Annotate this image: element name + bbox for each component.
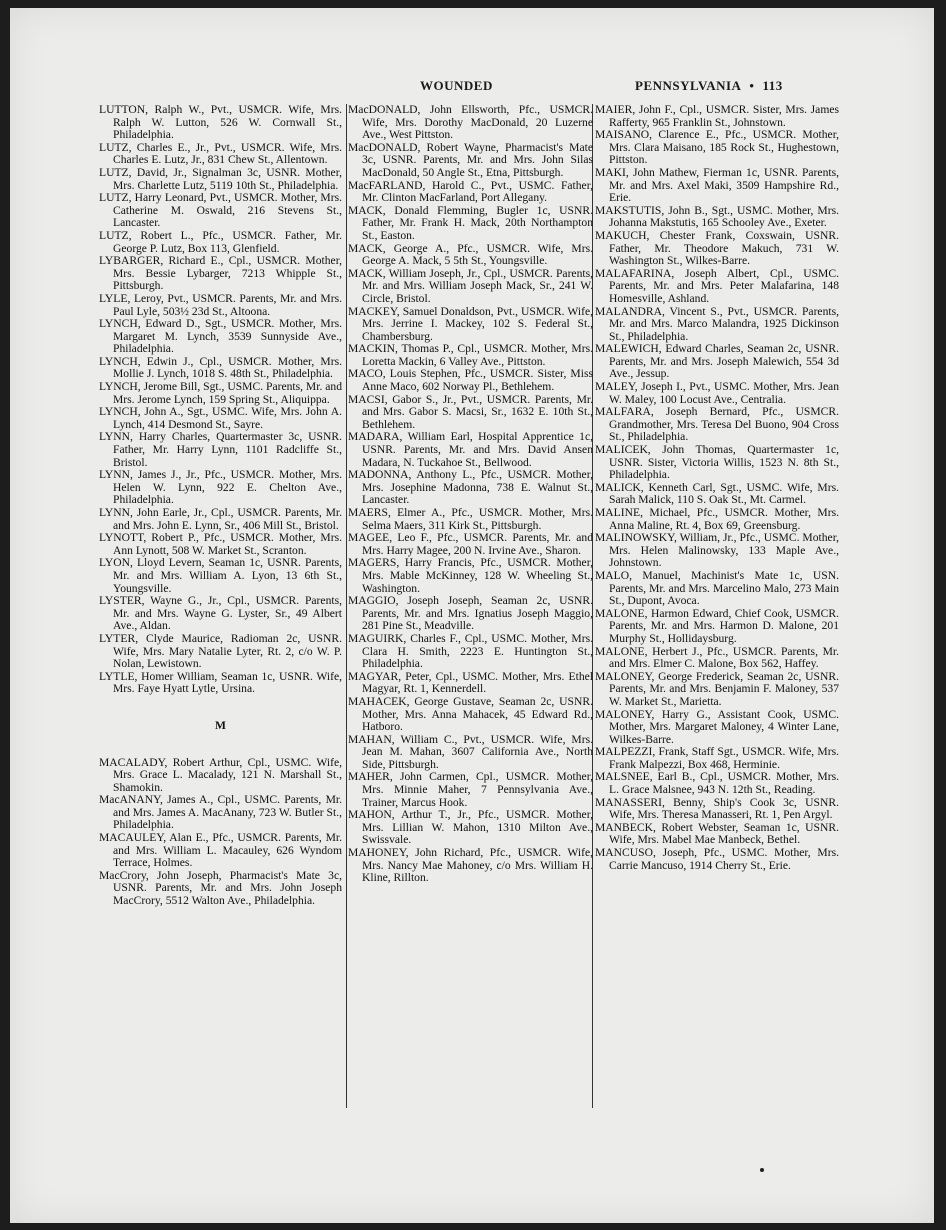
entry-list	[595, 104, 839, 872]
casualty-entry: MACAULEY, Alan E., Pfc., USMCR. Parents, Mr. and Mrs. William L. Macauley, 626 Wyndom Terrace, Holmes.	[99, 831, 342, 870]
casualty-entry: MACSI, Gabor S., Jr., Pvt., USMCR. Parents, Mr. and Mrs. Gabor S. Macsi, Sr., 1632 E. 10th St., Bethlehem.	[348, 392, 593, 431]
casualty-entry: MALICEK, John Thomas, Quartermaster 1c, USNR. Sister, Victoria Willis, 1523 N. 8th St., Philadelphia.	[595, 443, 839, 482]
casualty-entry: MacCrory, John Joseph, Pharmacist's Mate 3c, USNR. Parents, Mr. and Mrs. John Joseph MacCrory, 5512 Walton Ave., Philadelphia.	[99, 868, 342, 908]
casualty-entry: MALSNEE, Earl B., Cpl., USMCR. Mother, Mrs. L. Grace Malsnee, 943 N. 12th St., Reading.	[595, 770, 839, 797]
casualty-entry: MAKI, John Mathew, Fierman 1c, USNR. Parents, Mr. and Mrs. Axel Maki, 3509 Hampshire Rd., Erie.	[595, 165, 839, 205]
casualty-entry: MAGEE, Leo F., Pfc., USMCR. Parents, Mr. and Mrs. Harry Magee, 200 N. Irvine Ave., Sharon.	[348, 531, 593, 557]
column-divider	[346, 104, 347, 1108]
page-number: 113	[762, 78, 783, 93]
casualty-entry: MALONE, Harmon Edward, Chief Cook, USMCR. Parents, Mr. and Mrs. Harmon D. Malone, 201 Murphy St., Hollidaysburg.	[595, 606, 839, 645]
column-3	[595, 104, 839, 872]
casualty-entry: LYNCH, Edward D., Sgt., USMCR. Mother, Mrs. Margaret M. Lynch, 3539 Sunnyside Ave., Philadelphia.	[99, 317, 342, 356]
column-2	[348, 104, 593, 885]
bullet-separator: •	[749, 78, 755, 93]
casualty-entry: MALONEY, George Frederick, Seaman 2c, USNR. Parents, Mr. and Mrs. Benjamin F. Maloney, 537 W. Market St., Marietta.	[595, 669, 839, 708]
casualty-entry: LUTZ, Robert L., Pfc., USMCR. Father, Mr. George P. Lutz, Box 113, Glenfield.	[99, 228, 342, 255]
casualty-entry: MALANDRA, Vincent S., Pvt., USMCR. Parents, Mr. and Mrs. Marco Malandra, 1925 Dickinson St., Philadelphia.	[595, 304, 839, 343]
casualty-entry: LYNN, James J., Jr., Pfc., USMCR. Mother, Mrs. Helen W. Lynn, 922 E. Chelton Ave., Philadelphia.	[99, 468, 342, 507]
casualty-entry: MacDONALD, John Ellsworth, Pfc., USMCR. Wife, Mrs. Dorothy MacDonald, 20 Luzerne Ave., West Pittston.	[348, 103, 593, 142]
casualty-entry: LUTZ, David, Jr., Signalman 3c, USNR. Mother, Mrs. Charlette Lutz, 5119 10th St., Philadelphia.	[99, 165, 342, 192]
running-header	[635, 78, 783, 94]
casualty-entry: MAHONEY, John Richard, Pfc., USMCR. Wife, Mrs. Nancy Mae Mahoney, c/o Mrs. William H. Kline, Rillton.	[348, 846, 593, 885]
casualty-entry: MACKIN, Thomas P., Cpl., USMCR. Mother, Mrs. Loretta Mackin, 6 Valley Ave., Pittston.	[348, 342, 593, 368]
casualty-entry: MALICK, Kenneth Carl, Sgt., USMC. Wife, Mrs. Sarah Malick, 110 S. Oak St., Mt. Carmel.	[595, 480, 839, 507]
casualty-entry: MAHER, John Carmen, Cpl., USMCR. Mother, Mrs. Minnie Maher, 7 Pennsylvania Ave., Trainer, Marcus Hook.	[348, 770, 593, 809]
casualty-entry: MAHON, Arthur T., Jr., Pfc., USMCR. Mother, Mrs. Lillian W. Mahon, 1310 Milton Ave., Swissvale.	[348, 808, 593, 847]
state-name: PENNSYLVANIA	[635, 78, 742, 93]
casualty-entry: MAGUIRK, Charles F., Cpl., USMC. Mother, Mrs. Clara H. Smith, 2223 E. Huntington St., Philadelphia.	[348, 631, 593, 671]
entry-list	[99, 104, 342, 696]
casualty-entry: LYTER, Clyde Maurice, Radioman 2c, USNR. Wife, Mrs. Mary Natalie Lyter, Rt. 2, c/o W. P. Nolan, Lewistown.	[99, 631, 342, 671]
document-page	[10, 8, 934, 1223]
casualty-entry: MACK, George A., Pfc., USMCR. Wife, Mrs. George A. Mack, 5 5th St., Youngsville.	[348, 241, 593, 268]
casualty-entry: MACO, Louis Stephen, Pfc., USMCR. Sister, Miss Anne Maco, 602 Norway Pl., Bethlehem.	[348, 367, 593, 394]
casualty-entry: MAERS, Elmer A., Pfc., USMCR. Mother, Mrs. Selma Maers, 311 Kirk St., Pittsburgh.	[348, 506, 593, 532]
casualty-entry: MANASSERI, Benny, Ship's Cook 3c, USNR. Wife, Mrs. Theresa Manasseri, Rt. 1, Pen Argyl.	[595, 795, 839, 822]
casualty-entry: MAISANO, Clarence E., Pfc., USMCR. Mother, Mrs. Clara Maisano, 185 Rock St., Hughestown, Pittston.	[595, 128, 839, 167]
casualty-entry: LYNN, Harry Charles, Quartermaster 3c, USNR. Father, Mr. Harry Lynn, 1101 Radcliffe St., Bristol.	[99, 430, 342, 469]
casualty-entry: MacANANY, James A., Cpl., USMC. Parents, Mr. and Mrs. James A. MacAnany, 723 W. Butler St., Philadelphia.	[99, 793, 342, 832]
casualty-entry: MALFARA, Joseph Bernard, Pfc., USMCR. Grandmother, Mrs. Teresa Del Buono, 904 Cross St., Philadelphia.	[595, 405, 839, 444]
casualty-entry: LYON, Lloyd Levern, Seaman 1c, USNR. Parents, Mr. and Mrs. William A. Lyon, 13 6th St., Youngsville.	[99, 556, 342, 595]
casualty-entry: LYNN, John Earle, Jr., Cpl., USMCR. Parents, Mr. and Mrs. John E. Lynn, Sr., 406 Mill St., Bristol.	[99, 506, 342, 532]
casualty-entry: MALAFARINA, Joseph Albert, Cpl., USMC. Parents, Mr. and Mrs. Peter Malafarina, 148 Homesville, Ashland.	[595, 266, 839, 305]
casualty-entry: MALINOWSKY, William, Jr., Pfc., USMC. Mother, Mrs. Helen Malinowsky, 133 Maple Ave., Johnstown.	[595, 531, 839, 570]
casualty-entry: LYBARGER, Richard E., Cpl., USMCR. Mother, Mrs. Bessie Lybarger, 7213 Whipple St., Pittsburgh.	[99, 254, 342, 293]
casualty-entry: MacDONALD, Robert Wayne, Pharmacist's Mate 3c, USNR. Parents, Mr. and Mrs. John Silas MacDonald, 50 Angle St., Etna, Pittsburgh.	[348, 140, 593, 179]
casualty-entry: MAGYAR, Peter, Cpl., USMC. Mother, Mrs. Ethel Magyar, Rt. 1, Kennerdell.	[348, 669, 593, 696]
casualty-entry: MALONE, Herbert J., Pfc., USMCR. Parents, Mr. and Mrs. Elmer C. Malone, Box 562, Haffey.	[595, 644, 839, 671]
casualty-entry: MAKSTUTIS, John B., Sgt., USMC. Mother, Mrs. Johanna Makstutis, 165 Schooley Ave., Exeter.	[595, 203, 839, 230]
entry-list	[99, 757, 342, 908]
section-heading: WOUNDED	[420, 78, 493, 93]
casualty-entry: MacFARLAND, Harold C., Pvt., USMC. Father, Mr. Clinton MacFarland, Port Allegany.	[348, 178, 593, 205]
casualty-entry: MACK, William Joseph, Jr., Cpl., USMCR. Parents, Mr. and Mrs. William Joseph Mack, Sr., 241 W. Circle, Bristol.	[348, 266, 593, 305]
ink-speck	[760, 1168, 764, 1172]
casualty-entry: LYSTER, Wayne G., Jr., Cpl., USMCR. Parents, Mr. and Mrs. Wayne G. Lyster, Sr., 49 Albert Ave., Aldan.	[99, 594, 342, 633]
casualty-entry: MAHAN, William C., Pvt., USMCR. Wife, Mrs. Jean M. Mahan, 3607 California Ave., North Side, Pittsburgh.	[348, 732, 593, 771]
casualty-entry: MANBECK, Robert Webster, Seaman 1c, USNR. Wife, Mrs. Mabel Mae Manbeck, Bethel.	[595, 820, 839, 847]
entry-list	[348, 104, 593, 885]
casualty-entry: LUTTON, Ralph W., Pvt., USMCR. Wife, Mrs. Ralph W. Lutton, 526 W. Cornwall St., Philadelphia.	[99, 103, 342, 142]
casualty-entry: LUTZ, Harry Leonard, Pvt., USMCR. Mother, Mrs. Catherine M. Oswald, 216 Stevens St., Lancaster.	[99, 191, 342, 230]
casualty-entry: LYLE, Leroy, Pvt., USMCR. Parents, Mr. and Mrs. Paul Lyle, 503½ 23d St., Altoona.	[99, 291, 342, 318]
section-letter: M	[215, 718, 226, 732]
casualty-entry: LYNOTT, Robert P., Pfc., USMCR. Mother, Mrs. Ann Lynott, 508 W. Market St., Scranton.	[99, 531, 342, 557]
casualty-entry: MALEWICH, Edward Charles, Seaman 2c, USNR. Parents, Mr. and Mrs. Joseph Malewich, 554 3d Ave., Jessup.	[595, 342, 839, 381]
casualty-entry: MANCUSO, Joseph, Pfc., USMC. Mother, Mrs. Carrie Mancuso, 1914 Cherry St., Erie.	[595, 846, 839, 872]
casualty-entry: MALINE, Michael, Pfc., USMCR. Mother, Mrs. Anna Maline, Rt. 4, Box 69, Greensburg.	[595, 506, 839, 532]
casualty-entry: LYNCH, Jerome Bill, Sgt., USMC. Parents, Mr. and Mrs. Jerome Lynch, 159 Spring St., Aliquippa.	[99, 380, 342, 406]
casualty-entry: MAHACEK, George Gustave, Seaman 2c, USNR. Mother, Mrs. Anna Mahacek, 45 Edward Rd., Hatboro.	[348, 694, 593, 734]
casualty-entry: MACKEY, Samuel Donaldson, Pvt., USMCR. Wife, Mrs. Jerrine I. Mackey, 102 S. Federal St., Chambersburg.	[348, 304, 593, 343]
column-1	[99, 104, 342, 908]
casualty-entry: LUTZ, Charles E., Jr., Pvt., USMCR. Wife, Mrs. Charles E. Lutz, Jr., 831 Chew St., Allentown.	[99, 140, 342, 167]
casualty-entry: MADONNA, Anthony L., Pfc., USMCR. Mother, Mrs. Josephine Madonna, 738 E. Walnut St., Lancaster.	[348, 468, 593, 507]
casualty-entry: MALEY, Joseph I., Pvt., USMC. Mother, Mrs. Jean W. Maley, 100 Locust Ave., Centralia.	[595, 380, 839, 406]
casualty-entry: MALONEY, Harry G., Assistant Cook, USMC. Mother, Mrs. Margaret Maloney, 4 Winter Lane, Wilkes-Barre.	[595, 707, 839, 746]
casualty-entry: MACALADY, Robert Arthur, Cpl., USMC. Wife, Mrs. Grace L. Macalady, 121 N. Marshall St., Shamokin.	[99, 755, 342, 794]
casualty-entry: MADARA, William Earl, Hospital Apprentice 1c, USNR. Parents, Mr. and Mrs. David Ansen Madara, N. Tuckahoe St., Bellwood.	[348, 430, 593, 469]
casualty-entry: LYTLE, Homer William, Seaman 1c, USNR. Wife, Mrs. Faye Hyatt Lytle, Ursina.	[99, 669, 342, 696]
casualty-entry: MAGGIO, Joseph Joseph, Seaman 2c, USNR. Parents, Mr. and Mrs. Ignatius Joseph Maggio, 281 Pine St., Meadville.	[348, 594, 593, 633]
casualty-entry: MACK, Donald Flemming, Bugler 1c, USNR. Father, Mr. Frank H. Mack, 20th Northampton St., Easton.	[348, 203, 593, 242]
casualty-entry: MAKUCH, Chester Frank, Coxswain, USNR. Father, Mr. Theodore Makuch, 731 W. Washington St., Wilkes-Barre.	[595, 228, 839, 268]
casualty-entry: MALO, Manuel, Machinist's Mate 1c, USN. Parents, Mr. and Mrs. Marcelino Malo, 273 Main St., Dupont, Avoca.	[595, 568, 839, 608]
casualty-entry: MALPEZZI, Frank, Staff Sgt., USMCR. Wife, Mrs. Frank Malpezzi, Box 468, Herminie.	[595, 745, 839, 771]
casualty-entry: LYNCH, Edwin J., Cpl., USMCR. Mother, Mrs. Mollie J. Lynch, 1018 S. 48th St., Philadelphia.	[99, 354, 342, 381]
casualty-entry: MAIER, John F., Cpl., USMCR. Sister, Mrs. James Rafferty, 965 Franklin St., Johnstown.	[595, 103, 839, 129]
casualty-entry: LYNCH, John A., Sgt., USMC. Wife, Mrs. John A. Lynch, 414 Desmond St., Sayre.	[99, 405, 342, 431]
casualty-entry: MAGERS, Harry Francis, Pfc., USMCR. Mother, Mrs. Mable McKinney, 128 W. Wheeling St., Washington.	[348, 556, 593, 595]
